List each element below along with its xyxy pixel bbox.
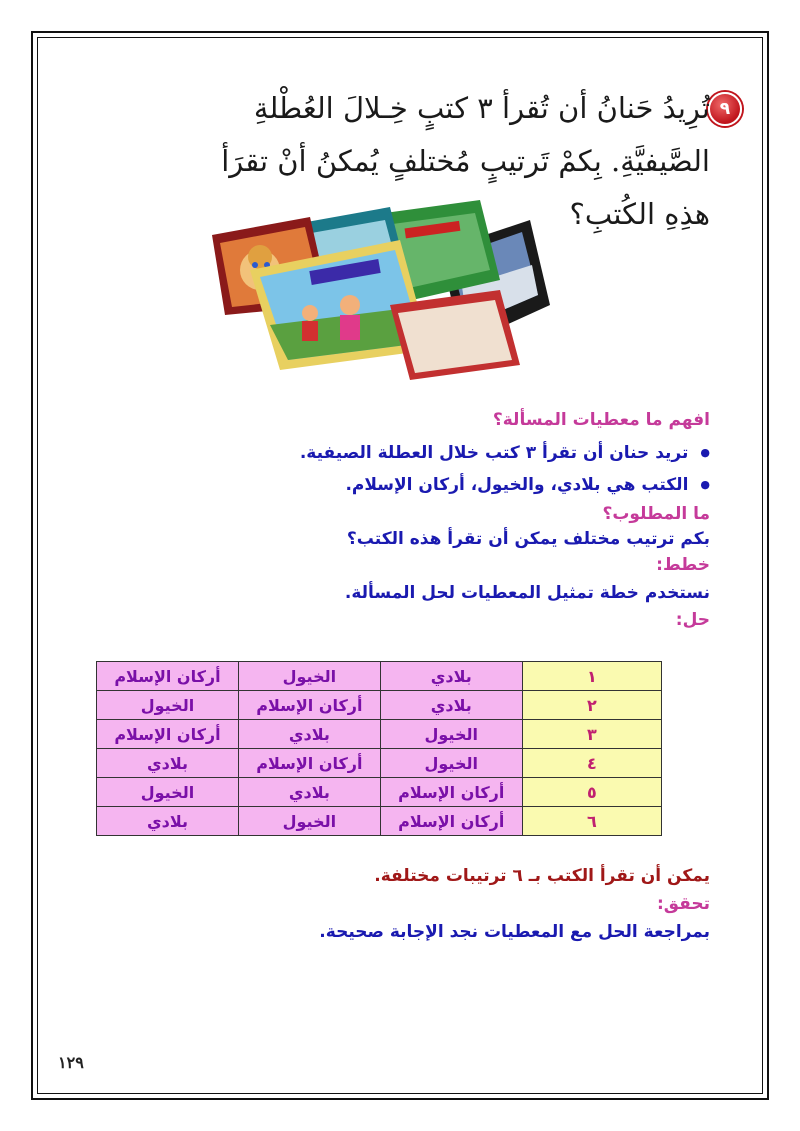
given-item-2-text: الكتب هي بلادي، والخيول، أركان الإسلام. [345, 475, 689, 495]
required-text: بكم ترتيب مختلف يمكن أن تقرأ هذه الكتب؟ [346, 529, 710, 549]
book-cell: الخيول [380, 749, 522, 778]
book-cell: بلادي [97, 749, 239, 778]
row-number: ٣ [522, 720, 661, 749]
row-number: ٢ [522, 691, 661, 720]
table-row [97, 778, 662, 807]
book-cell: الخيول [97, 691, 239, 720]
books-illustration [200, 195, 570, 385]
given-item-1 [300, 443, 710, 463]
given-item-1-text: تريد حنان أن تقرأ ٣ كتب خلال العطلة الصيفية. [299, 443, 689, 463]
book-cell: بلادي [380, 662, 522, 691]
row-number: ٥ [522, 778, 661, 807]
table-row [97, 749, 662, 778]
book-cell: أركان الإسلام [238, 691, 380, 720]
table-row [97, 807, 662, 836]
question-line-3: هذِهِ الكُتبِ؟ [569, 197, 710, 231]
book-cell: بلادي [380, 691, 522, 720]
given-item-2 [345, 475, 710, 495]
table-row [97, 662, 662, 691]
question-line-2: الصَّيفيَّةِ. بِكمْ تَرتيبٍ مُختلفٍ يُمكنُ أنْ تقرَأ [221, 144, 710, 178]
page-number: ١٢٩ [58, 1053, 84, 1072]
check-heading: تحقق: [657, 894, 710, 914]
book-cell: أركان الإسلام [238, 749, 380, 778]
book-cell: الخيول [238, 662, 380, 691]
permutations-table [96, 661, 662, 836]
table-row [97, 691, 662, 720]
book-cell: الخيول [238, 807, 380, 836]
question-line-1: تُرِيدُ حَنانُ أن تُقرأ ٣ كتبٍ خِـلالَ العُطْلةِ [253, 91, 710, 125]
book-cell: بلادي [238, 778, 380, 807]
answer-text: يمكن أن تقرأ الكتب بـ ٦ ترتيبات مختلفة. [374, 866, 710, 886]
book-cell: الخيول [97, 778, 239, 807]
required-heading: ما المطلوب؟ [602, 504, 710, 524]
question-number-badge: ٩ [708, 92, 742, 126]
book-cell: بلادي [238, 720, 380, 749]
book-cell: أركان الإسلام [97, 662, 239, 691]
row-number: ٦ [522, 807, 661, 836]
understand-heading: افهم ما معطيات المسألة؟ [492, 410, 710, 430]
book-cell: أركان الإسلام [380, 778, 522, 807]
book-bottom-right [390, 290, 520, 380]
solve-heading: حل: [675, 610, 710, 630]
book-cell: بلادي [97, 807, 239, 836]
book-cell: الخيول [380, 720, 522, 749]
book-cell: أركان الإسلام [97, 720, 239, 749]
row-number: ١ [522, 662, 661, 691]
book-cell: أركان الإسلام [380, 807, 522, 836]
check-text: بمراجعة الحل مع المعطيات نجد الإجابة صحيحة. [319, 922, 710, 942]
plan-text: نستخدم خطة تمثيل المعطيات لحل المسألة. [344, 583, 710, 603]
plan-heading: خطط: [656, 555, 710, 575]
table-row [97, 720, 662, 749]
row-number: ٤ [522, 749, 661, 778]
